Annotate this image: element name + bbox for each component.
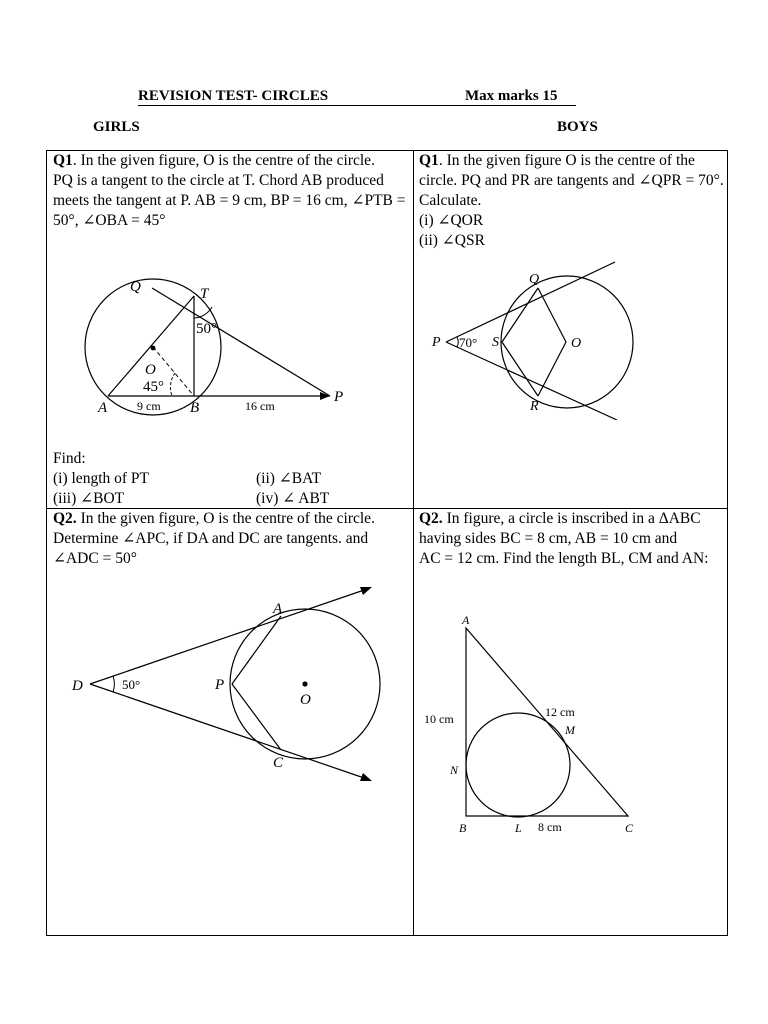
boys-q1-label-r: R (530, 399, 539, 414)
girls-q2-label-c: C (273, 755, 284, 771)
girls-q1-part-1: (i) length of PT (53, 470, 149, 487)
girls-q1-line1: . In the given figure, O is the centre of the circle. (72, 152, 375, 169)
boys-q1-figure (425, 260, 655, 420)
girls-q2-label-a: A (273, 601, 283, 617)
boys-q2-figure (418, 610, 648, 840)
girls-q2-intro (53, 509, 408, 529)
girls-q1-angle-50: 50° (196, 321, 217, 337)
boys-q2-len-ac: 12 cm (545, 705, 575, 719)
boys-q2-label-b: B (459, 821, 467, 835)
boys-q2-cell (419, 509, 724, 569)
girls-heading: GIRLS (93, 119, 140, 135)
title-underline (138, 105, 576, 106)
boys-q1-number: Q1 (419, 152, 439, 169)
boys-q2-label-m: M (565, 723, 575, 737)
boys-q2-len-ab: 10 cm (424, 712, 454, 726)
boys-q2-label-l: L (515, 821, 522, 835)
girls-q2-label-p: P (215, 677, 225, 693)
girls-q1-label-o: O (145, 362, 156, 378)
girls-q1-find-label: Find: (53, 450, 86, 467)
boys-q2-given: AC = 12 cm. Find the length BL, CM and AN: (419, 550, 709, 567)
boys-q1-cell (419, 151, 724, 251)
boys-q2-number: Q2. (419, 510, 443, 527)
boys-q2-label-c: C (625, 821, 634, 835)
girls-q1-part-2: (ii) ∠BAT (256, 470, 322, 487)
boys-q1-intro (419, 151, 724, 211)
boys-q2-line1: In figure, a circle is inscribed in a ΔABC having sides BC = 8 cm, AB = 10 cm and (419, 510, 701, 547)
boys-q2-len-bc: 8 cm (538, 820, 562, 834)
girls-q2-angle-50: 50° (122, 677, 141, 692)
boys-q1-label-o: O (571, 336, 582, 351)
girls-q1-label-p: P (334, 389, 344, 405)
boys-q2-intro (419, 509, 724, 549)
boys-heading: BOYS (557, 119, 598, 135)
girls-q1-part-4: (iv) ∠ ABT (256, 490, 330, 507)
boys-q1-label-s: S (492, 335, 499, 350)
girls-q2-label-o: O (300, 692, 311, 708)
girls-q1-label-t: T (200, 286, 209, 302)
boys-q1-angle-70: 70° (459, 335, 478, 350)
boys-q2-label-a: A (462, 613, 470, 627)
girls-q2-given: Determine ∠APC, if DA and DC are tangents. and ∠ADC = 50° (53, 530, 369, 567)
girls-q2-label-d: D (72, 678, 83, 694)
boys-q1-line1: . In the given figure O is the centre of the circle. PQ and PR are tangents and ∠QPR = 70°. Calculate. (419, 152, 724, 209)
girls-q2-figure (65, 585, 400, 785)
girls-q1-part-3: (iii) ∠BOT (53, 490, 125, 507)
girls-q1-figure (80, 272, 350, 422)
girls-q2-line1: In the given figure, O is the centre of the circle. (76, 510, 375, 527)
girls-q1-len-bp: 16 cm (245, 399, 275, 413)
girls-q2-cell (53, 509, 408, 569)
girls-q1-angle-45: 45° (143, 379, 164, 395)
girls-q1-number: Q1 (53, 152, 73, 169)
boys-q1-label-q: Q (529, 272, 540, 287)
boys-q1-part-2: (ii) ∠QSR (419, 232, 485, 249)
girls-q1-len-ab: 9 cm (137, 399, 161, 413)
girls-q1-label-q: Q (130, 279, 141, 295)
girls-q1-label-a: A (98, 400, 108, 416)
girls-q1-cell (53, 151, 408, 231)
girls-q1-label-b: B (190, 400, 200, 416)
max-marks: Max marks 15 (465, 88, 558, 104)
boys-q2-label-n: N (450, 763, 459, 777)
test-title: REVISION TEST- CIRCLES (138, 88, 329, 104)
girls-q2-number: Q2. (53, 510, 77, 527)
table-column-divider (413, 150, 414, 936)
boys-q1-part-1: (i) ∠QOR (419, 212, 484, 229)
girls-q1-given: PQ is a tangent to the circle at T. Chord AB produced meets the tangent at P. AB = 9 cm, BP = 16 cm, ∠PTB = 50°, ∠OBA = 45° (53, 172, 406, 229)
boys-q1-label-p: P (432, 335, 441, 350)
girls-q1-intro (53, 151, 408, 171)
